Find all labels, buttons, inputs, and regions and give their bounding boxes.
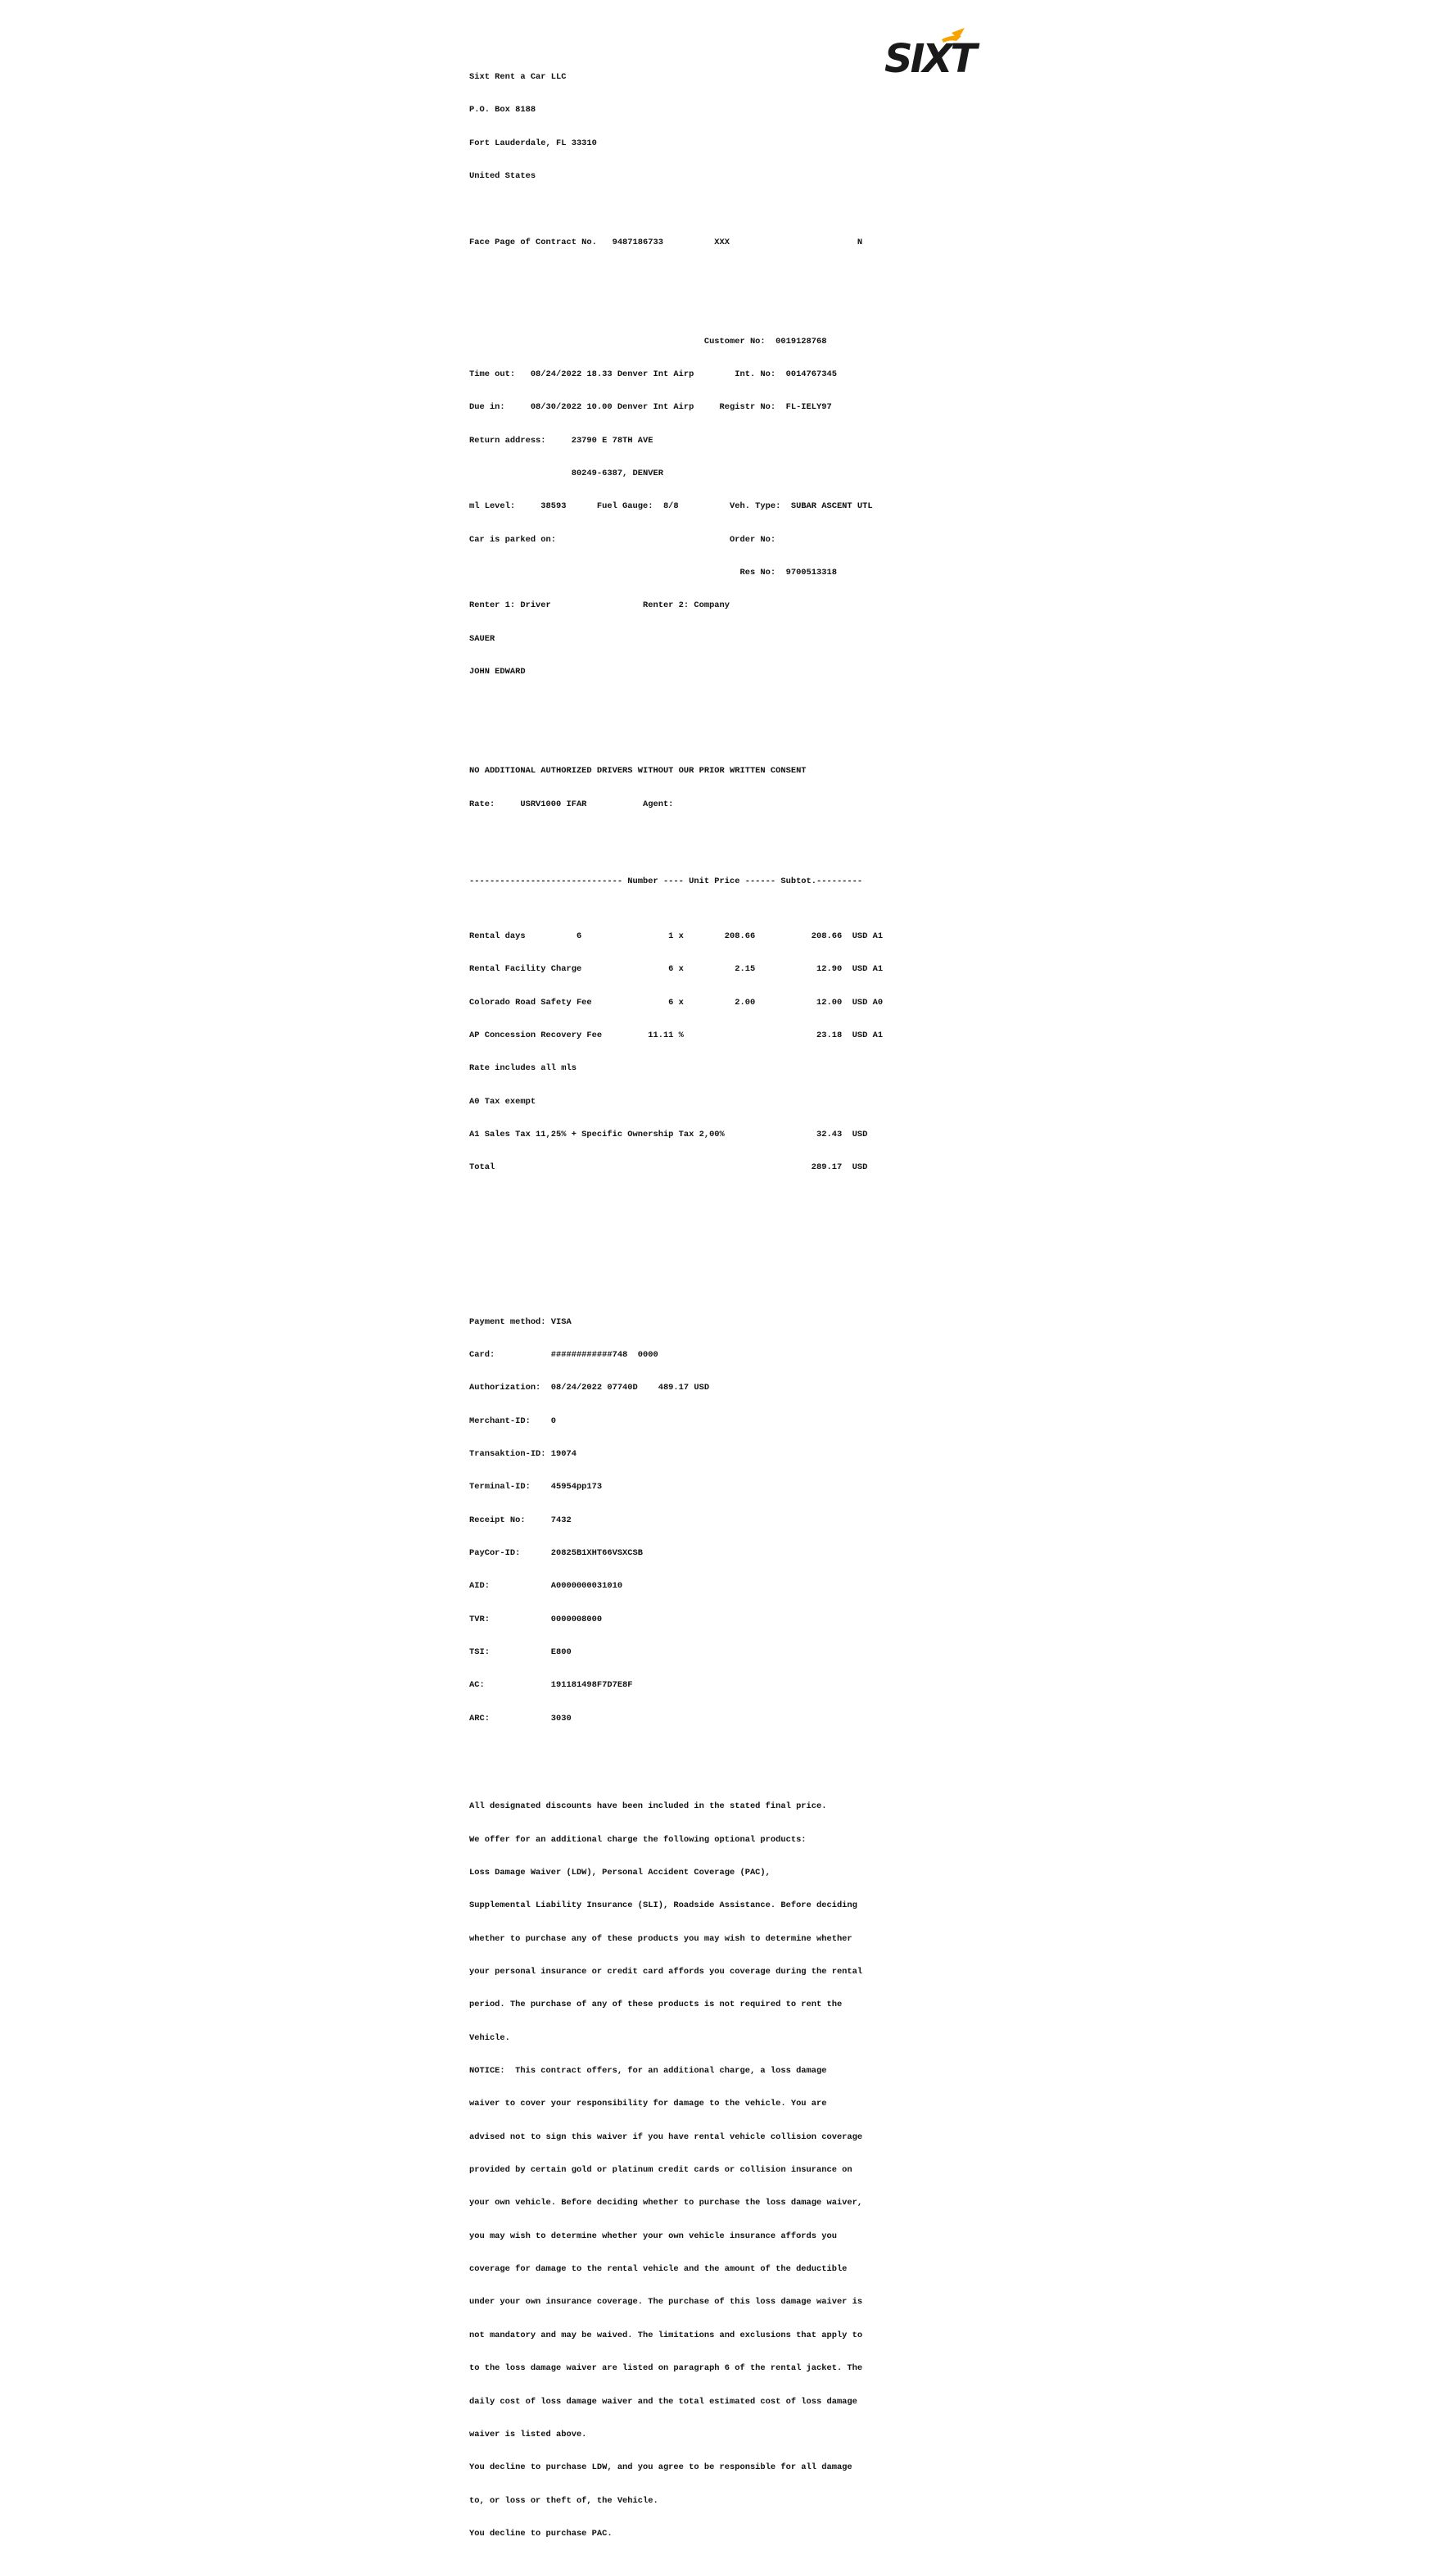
payment-line: Merchant-ID: 0 <box>469 1416 557 1426</box>
charge-row: A1 Sales Tax 11,25% + Specific Ownership Tax 2,00% 32.43 USD <box>469 1129 868 1139</box>
vehicle-line: 80249-6387, DENVER <box>469 469 663 479</box>
legal-text <box>469 1779 895 2562</box>
vehicle-line: JOHN EDWARD <box>469 667 526 677</box>
vehicle-line: SAUER <box>469 633 495 644</box>
legal-line: whether to purchase any of these products you may wish to determine whether <box>469 1933 852 1944</box>
company-country: United States <box>469 170 536 181</box>
charge-row: Rate includes all mls <box>469 1063 577 1074</box>
legal-line: to the loss damage waiver are listed on paragraph 6 of the rental jacket. The <box>469 2363 863 2374</box>
charge-total-row: Total 289.17 USD <box>469 1162 868 1173</box>
legal-line: period. The purchase of any of these products is not required to rent the <box>469 2000 843 2010</box>
charge-row: Rental Facility Charge 6 x 2.15 12.90 USD A1 <box>469 964 884 975</box>
sixt-logo <box>883 28 997 82</box>
legal-line: coverage for damage to the rental vehicle and the amount of the deductible <box>469 2264 848 2275</box>
vehicle-line: Renter 1: Driver Renter 2: Company <box>469 600 730 611</box>
payment-line: Receipt No: 7432 <box>469 1515 572 1525</box>
payment-line: Authorization: 08/24/2022 07740D 489.17 USD <box>469 1383 710 1393</box>
payment-line: Card: ############748 0000 <box>469 1349 658 1360</box>
legal-line: You decline to purchase LDW, and you agree to be responsible for all damage <box>469 2462 852 2473</box>
payment-line: Transaktion-ID: 19074 <box>469 1448 577 1459</box>
company-po-box: P.O. Box 8188 <box>469 105 536 116</box>
contract-number-line: Face Page of Contract No. 9487186733 XXX N <box>469 237 863 247</box>
legal-line: NOTICE: This contract offers, for an additional charge, a loss damage <box>469 2066 827 2077</box>
legal-line: daily cost of loss damage waiver and the total estimated cost of loss damage <box>469 2396 857 2407</box>
legal-line: You decline to purchase PAC. <box>469 2528 613 2539</box>
company-name: Sixt Rent a Car LLC <box>469 71 567 82</box>
charge-row: AP Concession Recovery Fee 11.11 % 23.18 USD A1 <box>469 1030 884 1040</box>
payment-line: Terminal-ID: 45954pp173 <box>469 1482 603 1493</box>
vehicle-line: Res No: 9700513318 <box>469 568 837 578</box>
legal-line: your own vehicle. Before deciding whether to purchase the loss damage waiver, <box>469 2198 863 2208</box>
legal-line: advised not to sign this waiver if you have rental vehicle collision coverage <box>469 2131 863 2142</box>
vehicle-line: Customer No: 0019128768 <box>469 336 827 347</box>
svg-text:SIXT: SIXT <box>884 36 975 82</box>
payment-line: Payment method: VISA <box>469 1316 572 1327</box>
payment-line: TSI: E800 <box>469 1647 572 1658</box>
payment-line: AC: 191181498F7D7E8F <box>469 1680 633 1691</box>
company-city: Fort Lauderdale, FL 33310 <box>469 138 597 148</box>
payment-line: ARC: 3030 <box>469 1713 572 1724</box>
legal-line: We offer for an additional charge the following optional products: <box>469 1834 807 1845</box>
legal-line: not mandatory and may be waived. The limitations and exclusions that apply to <box>469 2330 863 2340</box>
legal-line: Loss Damage Waiver (LDW), Personal Accident Coverage (PAC), <box>469 1868 771 1878</box>
vehicle-line: Return address: 23790 E 78TH AVE <box>469 435 653 446</box>
vehicle-line: Due in: 08/30/2022 10.00 Denver Int Airp Registr No: FL-IELY97 <box>469 402 832 413</box>
legal-line: waiver to cover your responsibility for damage to the vehicle. You are <box>469 2099 827 2109</box>
legal-line: to, or loss or theft of, the Vehicle. <box>469 2495 658 2506</box>
payment-block <box>469 1295 895 1746</box>
vehicle-block <box>469 315 895 700</box>
payment-line: TVR: 0000008000 <box>469 1614 603 1624</box>
legal-line: you may wish to determine whether your own vehicle insurance affords you <box>469 2231 837 2241</box>
legal-line: Supplemental Liability Insurance (SLI), Roadside Assistance. Before deciding <box>469 1900 857 1911</box>
legal-line: Vehicle. <box>469 2032 510 2043</box>
payment-line: AID: A0000000031010 <box>469 1581 623 1592</box>
rate-line: Rate: USRV1000 IFAR Agent: <box>469 799 674 809</box>
vehicle-line: Time out: 08/24/2022 18.33 Denver Int Airp Int. No: 0014767345 <box>469 369 837 380</box>
legal-line: waiver is listed above. <box>469 2429 587 2439</box>
payment-line: PayCor-ID: 20825B1XHT66VSXCSB <box>469 1548 644 1558</box>
charge-row: Colorado Road Safety Fee 6 x 2.00 12.00 USD A0 <box>469 997 884 1008</box>
legal-line: under your own insurance coverage. The purchase of this loss damage waiver is <box>469 2297 863 2308</box>
legal-line: provided by certain gold or platinum credit cards or collision insurance on <box>469 2165 852 2176</box>
charges-table <box>469 909 895 1196</box>
contract-text <box>469 50 895 2573</box>
charges-header: ------------------------------ Number ---- Unit Price ------ Subtot.--------- <box>469 876 863 886</box>
legal-line: All designated discounts have been included in the stated final price. <box>469 1801 827 1812</box>
vehicle-line: ml Level: 38593 Fuel Gauge: 8/8 Veh. Type: SUBAR ASCENT UTL <box>469 501 873 512</box>
drivers-notice: NO ADDITIONAL AUTHORIZED DRIVERS WITHOUT OUR PRIOR WRITTEN CONSENT <box>469 766 807 777</box>
legal-line: your personal insurance or credit card affords you coverage during the rental <box>469 1967 863 1977</box>
charge-row: Rental days 6 1 x 208.66 208.66 USD A1 <box>469 931 884 941</box>
charge-row: A0 Tax exempt <box>469 1096 536 1107</box>
vehicle-line: Car is parked on: Order No: <box>469 534 776 545</box>
